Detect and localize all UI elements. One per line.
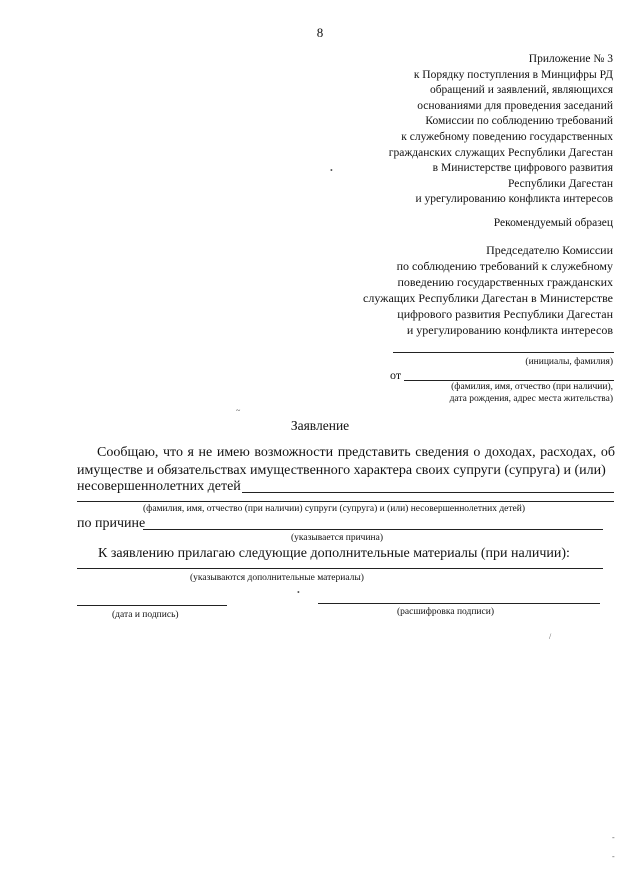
children-fill-line[interactable] [242, 492, 614, 493]
scan-mark: - [612, 852, 615, 861]
annex-line: Приложение № 3 [528, 53, 613, 65]
attachments-text: К заявлению прилагаю следующие дополнительные материалы (при наличии): [98, 546, 570, 561]
initials-fill-line[interactable] [393, 352, 614, 353]
addressee-block [293, 242, 613, 338]
annex-line: основаниями для проведения заседаний [417, 99, 613, 112]
annex-line: Республики Дагестан [508, 177, 613, 190]
annex-line: обращений и заявлений, являющихся [429, 84, 613, 97]
addressee-line: Председателю Комиссии [486, 243, 613, 257]
scan-mark: • [297, 588, 300, 597]
scan-mark: - [612, 833, 615, 842]
scan-mark: ~ [236, 406, 241, 415]
annex-line: к служебному поведению государственных [401, 130, 613, 143]
addressee-line: служащих Республики Дагестан в Министерстве [363, 291, 613, 305]
document-title: Заявление [290, 418, 350, 433]
annex-line: Комиссии по соблюдению требований [425, 115, 613, 128]
addressee-line: и урегулированию конфликта интересов [406, 323, 613, 337]
annex-line: гражданских служащих Республики Дагестан [388, 146, 613, 159]
initials-caption: (инициалы, фамилия) [525, 357, 613, 367]
attachments-caption: (указываются дополнительные материалы) [190, 573, 364, 583]
attachments-fill-line[interactable] [77, 568, 603, 569]
addressee-line: по соблюдению требований к служебному [396, 259, 613, 273]
sample-label: Рекомендуемый образец [493, 217, 613, 229]
annex-line: и урегулированию конфликта интересов [415, 193, 613, 206]
reason-label: по причине [77, 516, 146, 531]
annex-line: к Порядку поступления в Минцифры РД [413, 68, 613, 81]
scan-mark: • [330, 166, 333, 175]
from-label: от [390, 368, 402, 382]
scan-mark: / [549, 632, 552, 641]
statement-text: Сообщаю, что я не имею возможности представить сведения о доходах, расходах, об имуществе и обязательствах имущественного характера своих супруги (супруга) и (или) [77, 445, 615, 478]
addressee-line: поведению государственных гражданских [397, 275, 613, 289]
from-caption-1: (фамилия, имя, отчество (при наличии), [451, 382, 613, 392]
children-label: несовершеннолетних детей [77, 479, 241, 494]
from-caption-2: дата рождения, адрес места жительства) [449, 394, 613, 404]
addressee-line: цифрового развития Республики Дагестан [397, 307, 613, 321]
date-signature-caption: (дата и подпись) [112, 610, 179, 620]
reason-caption: (указывается причина) [291, 533, 384, 543]
from-fill-line[interactable] [404, 380, 614, 381]
annex-line: в Министерстве цифрового развития [432, 162, 613, 175]
page-number: 8 [316, 25, 324, 40]
signature-decoding-caption: (расшифровка подписи) [397, 607, 494, 617]
spouse-caption: (фамилия, имя, отчество (при наличии) супруги (супруга) и (или) несовершеннолетних детей) [143, 504, 525, 514]
statement-paragraph [77, 444, 615, 479]
date-signature-line[interactable] [77, 605, 227, 606]
annex-header [313, 52, 613, 208]
spouse-fill-line[interactable] [77, 501, 614, 502]
reason-fill-line[interactable] [143, 529, 603, 530]
signature-decoding-line[interactable] [318, 603, 600, 604]
